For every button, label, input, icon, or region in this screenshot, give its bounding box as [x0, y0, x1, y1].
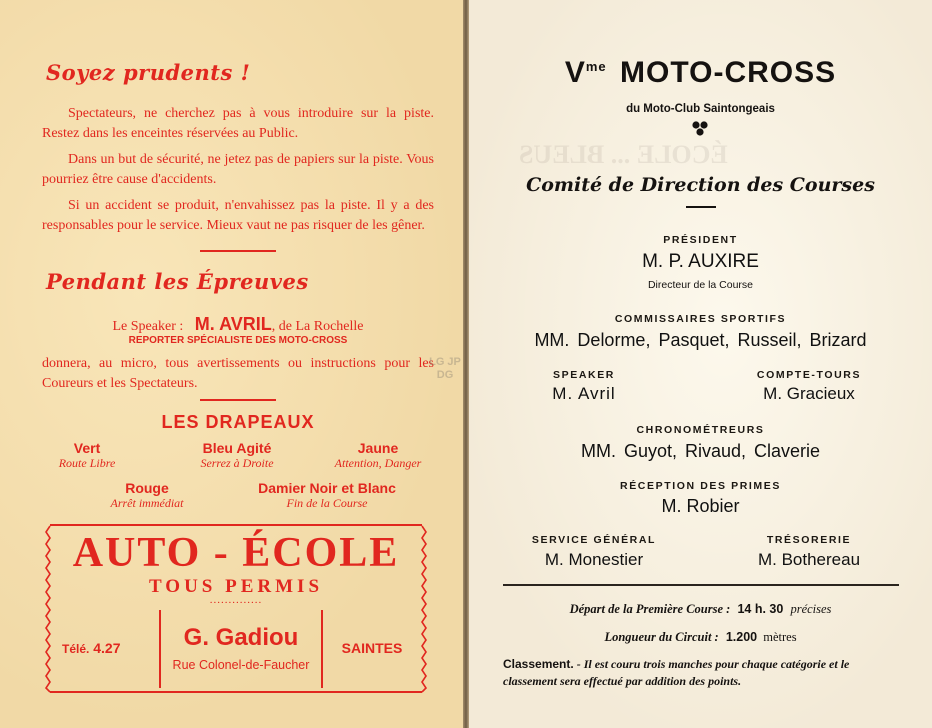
flag-desc: Fin de la Course [286, 496, 368, 510]
event-name: MOTO-CROSS [620, 56, 837, 89]
speaker-line [42, 314, 434, 335]
primes-label: RÉCEPTION DES PRIMES [620, 480, 781, 492]
compte-tours-label: COMPTE-TOURS [756, 369, 862, 381]
depart-value: 14 h. 30 [737, 602, 784, 616]
event-title [469, 56, 932, 90]
chrono-names: MM. Guyot, Rivaud, Claverie [580, 441, 821, 461]
classement-body: - Il est couru trois manches pour chaque catégorie et le classement sera effectué par addition des points. [503, 657, 850, 688]
left-page [0, 0, 463, 728]
flag-name: Damier Noir et Blanc [258, 480, 396, 496]
club-name: du Moto-Club Saintongeais [626, 103, 775, 115]
flag-rouge [87, 480, 207, 511]
chrono-label: CHRONOMÉTREURS [636, 424, 765, 436]
committee-title: Comité de Direction des Courses [526, 174, 875, 196]
flag-desc: Serrez à Droite [200, 456, 274, 470]
depart-label: Départ de la Première Course : [569, 602, 731, 616]
ad-subtitle: TOUS PERMIS [148, 576, 324, 597]
compte-tours-name: M. Gracieux [763, 384, 855, 403]
flags-title: LES DRAPEAUX [161, 412, 315, 432]
classement-text [503, 656, 899, 690]
longueur-line [469, 630, 932, 645]
library-stamp: LG JP DG [429, 356, 461, 381]
ad-title: AUTO - ÉCOLE [72, 530, 400, 576]
longueur-suffix: mètres [763, 630, 797, 644]
depart-suffix: précises [790, 602, 832, 616]
phone-label: Télé. [62, 642, 90, 656]
flag-name: Jaune [357, 440, 399, 456]
flag-bleu [162, 440, 312, 471]
prudence-text [42, 104, 434, 236]
flag-desc: Route Libre [58, 456, 116, 470]
paragraph-1: Spectateurs, ne cherchez pas à vous introduire sur la piste. Restez dans les enceintes réservées au Public. [42, 106, 434, 141]
president-label: PRÉSIDENT [663, 234, 738, 246]
ad-phone [62, 640, 121, 656]
section-title-epreuves: Pendant les Épreuves [46, 269, 309, 294]
president-name: M. P. AUXIRE [642, 251, 759, 272]
divider-2 [200, 399, 276, 401]
ornament-icon [691, 120, 709, 136]
flag-damier [232, 480, 422, 511]
flag-vert [42, 440, 132, 471]
depart-line [469, 602, 932, 617]
event-ordinal: V [564, 56, 586, 89]
primes-name: M. Robier [661, 496, 740, 516]
speaker-prefix: Le Speaker : [112, 319, 184, 334]
section-title-prudence: Soyez prudents ! [46, 60, 251, 85]
commissaires-names: MM. Delorme, Pasquet, Russeil, Brizard [534, 330, 867, 350]
flag-name: Vert [73, 440, 101, 456]
commissaires-label: COMMISSAIRES SPORTIFS [614, 313, 787, 325]
longueur-value: 1.200 [725, 630, 758, 644]
flag-jaune [322, 440, 434, 471]
service-name: M. Monestier [544, 550, 644, 569]
tresor-name: M. Bothereau [757, 550, 861, 569]
divider-committee [686, 206, 716, 208]
service-label: SERVICE GÉNÉRAL [531, 534, 657, 546]
tresor-label: TRÉSORERIE [766, 534, 852, 546]
speaker-name: M. AVRIL [194, 314, 272, 334]
speaker-suffix: , de La Rochelle [271, 319, 364, 334]
ad-name: G. Gadiou [183, 624, 299, 651]
divider-1 [200, 250, 276, 252]
flag-desc: Attention, Danger [334, 456, 422, 470]
classement-label: Classement. [503, 657, 574, 671]
longueur-label: Longueur du Circuit : [604, 630, 719, 644]
flag-desc: Arrêt immédiat [110, 496, 184, 510]
ad-address: Rue Colonel-de-Faucher [172, 658, 310, 672]
right-page [469, 0, 932, 728]
speaker-label: SPEAKER [553, 369, 615, 381]
bleed-through: ÉCOLE ... BLEUS [519, 140, 728, 169]
phone-number: 4.27 [93, 640, 121, 656]
speaker-role: REPORTER SPÉCIALISTE DES MOTO-CROSS [128, 335, 348, 346]
flag-name: Rouge [125, 480, 169, 496]
ad-dots: .............. [209, 594, 263, 606]
speaker-text: donnera, au micro, tous avertissements ou instructions pour les Coureurs et les Spectateurs. [42, 356, 434, 391]
president-role: Directeur de la Course [647, 279, 754, 291]
ad-city: SAINTES [341, 640, 403, 656]
paragraph-3: Si un accident se produit, n'envahissez pas la piste. Il y a des responsables pour le service. Mieux vaut ne pas risquer de les gêner. [42, 198, 434, 233]
event-ordinal-sup: me [585, 59, 607, 74]
divider-bottom [503, 584, 899, 586]
speaker-name: M. Avril [552, 384, 616, 403]
auto-ecole-ad [44, 522, 428, 694]
flag-name: Bleu Agité [202, 440, 272, 456]
paragraph-2: Dans un but de sécurité, ne jetez pas de papiers sur la piste. Vous pourriez être cause d'accidents. [42, 152, 434, 187]
